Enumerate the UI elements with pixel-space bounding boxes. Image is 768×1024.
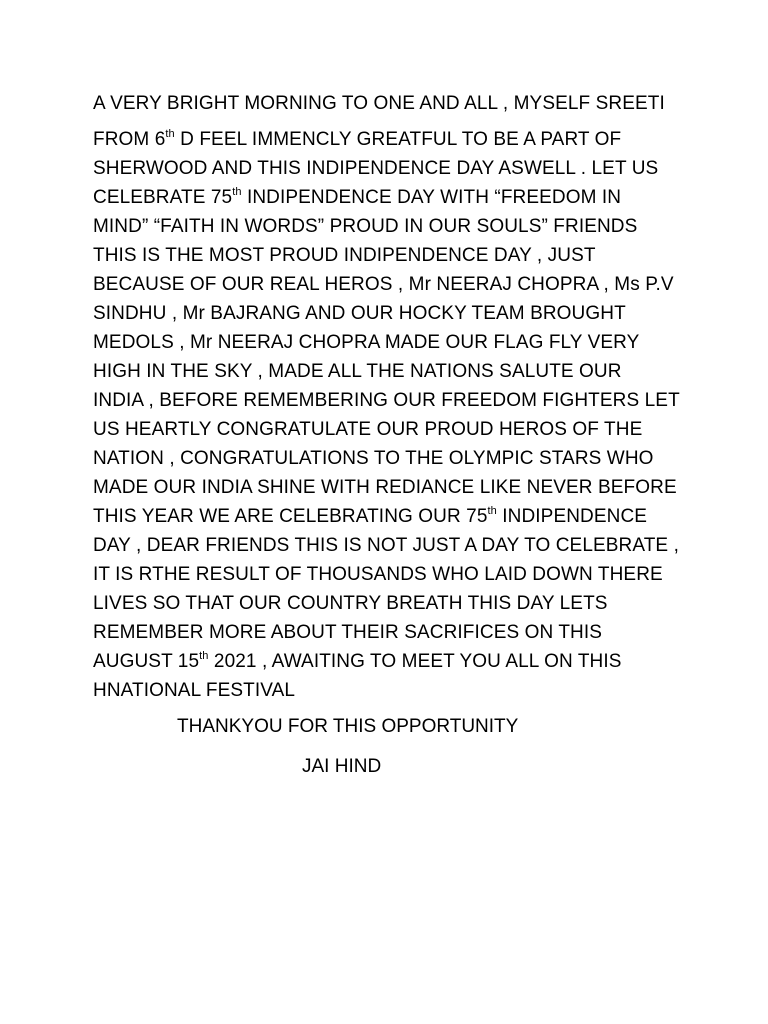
body-line-text: MIND” “FAITH IN WORDS” PROUD IN OUR SOULS” FRIENDS	[93, 216, 638, 237]
body-line-text: INDIA , BEFORE REMEMBERING OUR FREEDOM FIGHTERS LET	[93, 390, 680, 411]
superscript: th	[199, 649, 209, 662]
body-line-text: MEDOLS , Mr NEERAJ CHOPRA MADE OUR FLAG FLY VERY	[93, 332, 640, 353]
body-line-text: LIVES SO THAT OUR COUNTRY BREATH THIS DAY LETS	[93, 593, 608, 614]
body-line	[93, 531, 693, 560]
body-line	[93, 415, 693, 444]
body-line-text: INDIPENDENCE	[496, 506, 648, 527]
body-line-text: 2021 , AWAITING TO MEET YOU ALL ON THIS	[208, 651, 622, 672]
body-line-text: FROM 6	[93, 129, 166, 150]
body-line-text: BECAUSE OF OUR REAL HEROS , Mr NEERAJ CHOPRA , Ms P.V	[93, 274, 674, 295]
body-line-text: SHERWOOD AND THIS INDIPENDENCE DAY ASWELL . LET US	[93, 158, 659, 179]
body-line	[93, 560, 693, 589]
body-line	[93, 473, 693, 502]
body-line-text: HIGH IN THE SKY , MADE ALL THE NATIONS SALUTE OUR	[93, 361, 622, 382]
superscript: th	[232, 185, 242, 198]
body-line-text: MADE OUR INDIA SHINE WITH REDIANCE LIKE NEVER BEFORE	[93, 477, 677, 498]
body-line-text: SINDHU , Mr BAJRANG AND OUR HOCKY TEAM BROUGHT	[93, 303, 626, 324]
speech-body	[93, 125, 693, 705]
body-line-text: REMEMBER MORE ABOUT THEIR SACRIFICES ON THIS	[93, 622, 603, 643]
thanks-line: THANKYOU FOR THIS OPPORTUNITY	[177, 716, 519, 737]
body-line-text: HNATIONAL FESTIVAL	[93, 680, 296, 701]
body-line	[93, 357, 693, 386]
body-line-text: THIS YEAR WE ARE CELEBRATING OUR 75	[93, 506, 488, 527]
body-line	[93, 183, 693, 212]
closing-line: JAI HIND	[302, 756, 382, 777]
body-line	[93, 270, 693, 299]
body-line-text: THIS IS THE MOST PROUD INDIPENDENCE DAY , JUST	[93, 245, 596, 266]
body-line	[93, 502, 693, 531]
opening-line	[93, 89, 693, 118]
body-line	[93, 618, 693, 647]
body-line-text: US HEARTLY CONGRATULATE OUR PROUD HEROS OF THE	[93, 419, 643, 440]
body-line	[93, 212, 693, 241]
body-line	[93, 328, 693, 357]
body-line-text: IT IS RTHE RESULT OF THOUSANDS WHO LAID DOWN THERE	[93, 564, 663, 585]
body-line-text: AUGUST 15	[93, 651, 200, 672]
body-line	[93, 676, 693, 705]
body-line	[93, 589, 693, 618]
body-line	[93, 647, 693, 676]
body-line	[93, 444, 693, 473]
body-line-text: D FEEL IMMENCLY GREATFUL TO BE A PART OF	[174, 129, 622, 150]
body-line	[93, 241, 693, 270]
superscript: th	[165, 127, 175, 140]
body-line-text: INDIPENDENCE DAY WITH “FREEDOM IN	[241, 187, 622, 208]
body-line-text: CELEBRATE 75	[93, 187, 233, 208]
body-line	[93, 154, 693, 183]
body-line	[93, 125, 693, 154]
body-line	[93, 299, 693, 328]
body-line-text: DAY , DEAR FRIENDS THIS IS NOT JUST A DAY TO CELEBRATE ,	[93, 535, 679, 556]
opening-line-text: A VERY BRIGHT MORNING TO ONE AND ALL , MYSELF SREETI	[93, 93, 665, 114]
body-line	[93, 386, 693, 415]
body-line-text: NATION , CONGRATULATIONS TO THE OLYMPIC STARS WHO	[93, 448, 654, 469]
superscript: th	[487, 504, 497, 517]
